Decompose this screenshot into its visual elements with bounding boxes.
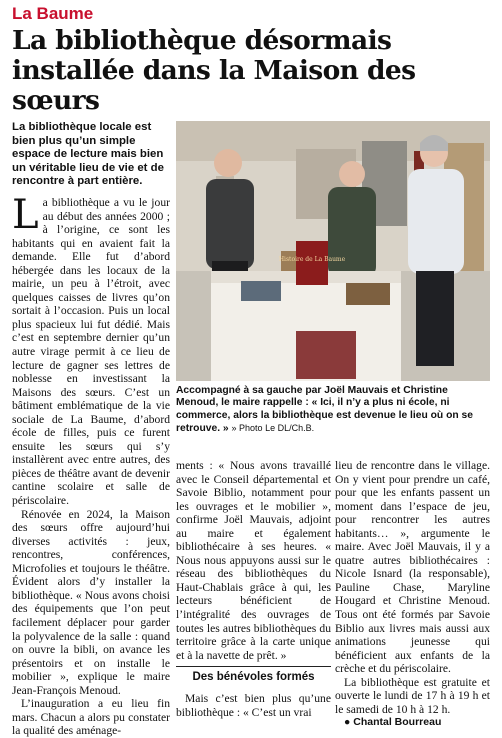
paragraph: ments : « Nous avons travaillé avec le Conseil départemental et Savoie Biblio, notamment pour les ouvrages et le mobilier », confirme Joël Mauvais, adjoint au maire et également bibliothécaire à ses heures. « Nous nous appuyons aussi sur le réseau des bibliothèques du Haut-Chablais grâce à qui, les lecteurs bénéficient de l’intégralité des ouvrages de toutes les autres bibliothèques du territoire grâce à la carte unique et à la navette de prêt. » xyxy=(176,459,331,662)
article-column-1 xyxy=(12,192,170,738)
photo-caption xyxy=(176,385,490,436)
caption-text: Accompagné à sa gauche par Joël Mauvais et Christine Menoud, le maire rappelle : « Ici, il n’y a plus ni école, ni commerce, alors la bibliothèque est devenue le lieu où on se retrouve. » xyxy=(176,385,473,435)
article-photo xyxy=(176,121,490,381)
paragraph: Rénovée en 2024, la Maison des sœurs offre aujourd’hui diverses activités : jeux, rencontres, conférences, Microfolies et toujours le théâtre. Évident alors d’y installer la bibliothèque. « Nous avons choisi des équipements que l’on peut facilement déplacer pour garder la polyvalence de la salle : quand on ouvre la bibli, on avance les présentoirs et on installe le mobilier », explique le maire Jean-François Menoud. xyxy=(12,507,170,697)
photo-credit: » Photo Le DL/Ch.B. xyxy=(231,423,315,434)
credit-text: Photo Le DL/Ch.B. xyxy=(239,423,315,434)
drop-cap: L xyxy=(12,192,39,238)
section-kicker: La Baume xyxy=(12,4,94,23)
paragraph: Mais c’est bien plus qu’une bibliothèque : « C’est un vrai xyxy=(176,692,331,719)
author-name: Chantal Bourreau xyxy=(353,716,442,729)
article-headline: La bibliothèque désormais installée dans la Maison des sœurs xyxy=(12,25,416,116)
article-column-2 xyxy=(176,459,331,719)
article-subhead: Des bénévoles formés xyxy=(176,666,331,684)
paragraph: lieu de rencontre dans le village. On y vient pour prendre un café, pour que les enfants passent un moment dans l’espace de jeu, pour rencontrer les autres habitants… », argumente le maire. Avec Joël Mauvais, il y a quatre autres bibliothécaires : Nicole Isnard (la responsable), Pauline Chase, Maryline Hougard et Christine Menoud. Tous ont été formés par Savoie Biblio aux livres mais aussi aux animations jeunesse qui bénéficient aux enfants de la crèche et du périscolaire. xyxy=(335,459,490,676)
article-column-3 xyxy=(335,459,490,730)
paragraph: La bibliothèque est gratuite et ouverte le lundi de 17 h à 19 h et le samedi de 10 h à 12 h. xyxy=(335,675,490,716)
author-signature: ● Chantal Bourreau xyxy=(344,716,442,729)
book-cover-title: Histoire de La Baume xyxy=(278,256,346,263)
paragraph-text: a bibliothèque a vu le jour au début des années 2000 ; à l’origine, ce sont les habitants qui en avaient fait la demande. Elle fut d’abord hébergée dans les locaux de la mairie, un peu à l’étroit, avec quelques caisses de livres qu’on sortait à l’occasion. Puis un local plus spacieux lui fut dédié. Mais c’est en septembre dernier qu’un autre virage permit à ce lieu de lecture de gagner ses lettres de noblesse en investissant la Maisons des sœurs. C’est un bâtiment emblématique de la vie sociale de La Baume, d’abord école de filles, puis ce furent ensuite les sœurs qui s’y installèrent avec entre autres, des pièces de théâtre avant de devenir cantine scolaire et salle de périscolaire. xyxy=(12,196,170,508)
paragraph: L’inauguration a eu lieu fin mars. Chacun a alors pu constater la qualité des aménage- xyxy=(12,697,170,738)
article-lead: La bibliothèque locale est bien plus qu’un simple espace de lecture mais bien un véritable lieu de vie et de rencontre à part entière. xyxy=(12,121,164,188)
library-photo-illustration xyxy=(176,121,490,381)
paragraph xyxy=(12,192,170,508)
